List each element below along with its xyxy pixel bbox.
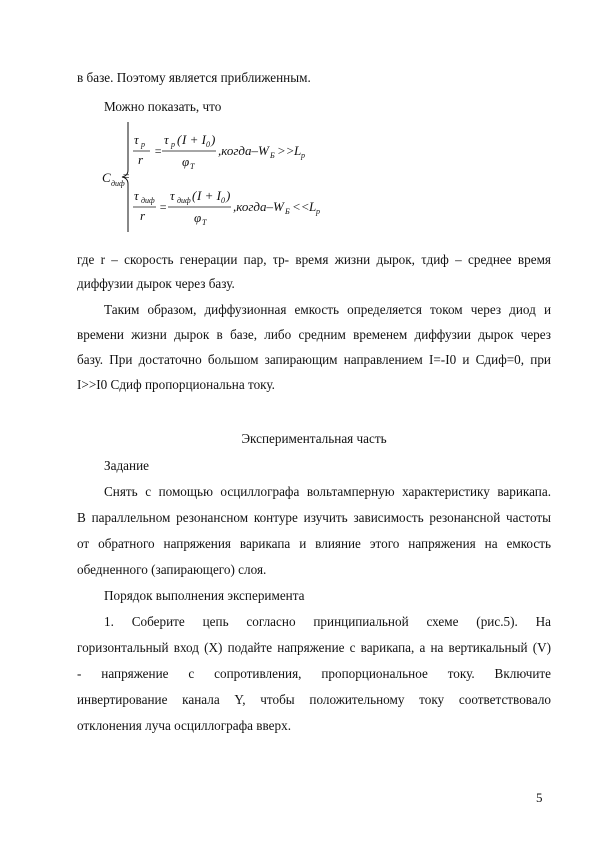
svg-text:r: r [138,152,144,167]
svg-text:p: p [316,207,320,216]
svg-text:(: ( [177,132,182,147]
svg-text:0: 0 [206,140,210,149]
svg-text:τ: τ [164,132,169,147]
svg-text:I + I: I + I [182,132,206,147]
svg-text:,когда–W: ,когда–W [218,143,269,158]
svg-text:L: L [309,199,317,214]
text-line: отклонения луча осциллографа вверх. [77,718,292,733]
svg-text:Б: Б [285,207,290,216]
text-line: от обратного напряжения варикапа и влияние этого напряжения на емкость [77,536,551,551]
svg-text:): ) [226,188,231,203]
svg-text:<<: << [292,199,310,214]
svg-text:Б: Б [270,151,275,160]
section-heading: Экспериментальная часть [241,431,387,446]
svg-text:τ: τ [134,132,139,147]
svg-text:диф: диф [177,196,191,205]
subsection-heading: Порядок выполнения эксперимента [104,588,305,603]
svg-text:L: L [294,143,302,158]
svg-text:диф: диф [111,179,125,188]
subsection-heading: Задание [104,458,149,473]
text-line: где r – скорость генерации пар, τp- время жизни дырок, τдиф – среднее время [77,252,551,267]
svg-text:диф: диф [141,196,155,205]
svg-text:T: T [202,218,207,227]
svg-text:p: p [301,151,305,160]
svg-text:0: 0 [221,196,225,205]
formula-svg [98,118,338,236]
text-line: 1. Соберите цепь согласно принципиальной схеме (рис.5). На [104,614,551,629]
text-line: - напряжение с сопротивления, пропорциональное току. Включите [77,666,551,681]
svg-text:): ) [211,132,216,147]
formula-lhs: C [102,170,111,185]
svg-text:p: p [141,140,145,149]
text-line: базу. При достаточно большом запирающим направлением I=-I0 и Cдиф=0, при [77,352,551,367]
svg-text:,когда–W: ,когда–W [233,199,284,214]
svg-text:I + I: I + I [197,188,221,203]
svg-text:=: = [122,169,131,183]
svg-text:τ: τ [134,188,139,203]
svg-text:τ: τ [170,188,175,203]
text-line: Снять с помощью осциллографа вольтамперную характеристику варикапа. [104,484,551,499]
text-line: инвертирование канала Y, чтобы положительному току соответствовало [77,692,551,707]
svg-text:>>: >> [277,143,295,158]
page-number: 5 [536,790,543,805]
svg-text:(: ( [192,188,197,203]
text-line: времени жизни дырок в базе, либо средним временем диффузии дырок через [77,327,551,342]
text-line: В параллельном резонансном контуре изучить зависимость резонансной частоты [77,510,551,525]
text-line: обедненного (запирающего) слоя. [77,562,267,577]
text-line: Можно показать, что [104,99,222,114]
text-line: I>>I0 Cдиф пропорциональна току. [77,377,275,392]
svg-text:r: r [140,208,146,223]
svg-text:φ: φ [194,210,202,225]
svg-text:φ: φ [182,154,190,169]
text-line: горизонтальный вход (X) подайте напряжение с варикапа, а на вертикальный (V) [77,640,551,655]
svg-text:=: = [159,200,168,214]
text-line: диффузии дырок через базу. [77,276,235,291]
svg-text:=: = [154,144,163,158]
svg-text:T: T [190,162,195,171]
svg-text:p: p [171,140,175,149]
text-line: в базе. Поэтому является приближенным. [77,70,311,85]
text-line: Таким образом, диффузионная емкость определяется током через диод и [104,302,551,317]
formula-c-diff [98,118,338,236]
